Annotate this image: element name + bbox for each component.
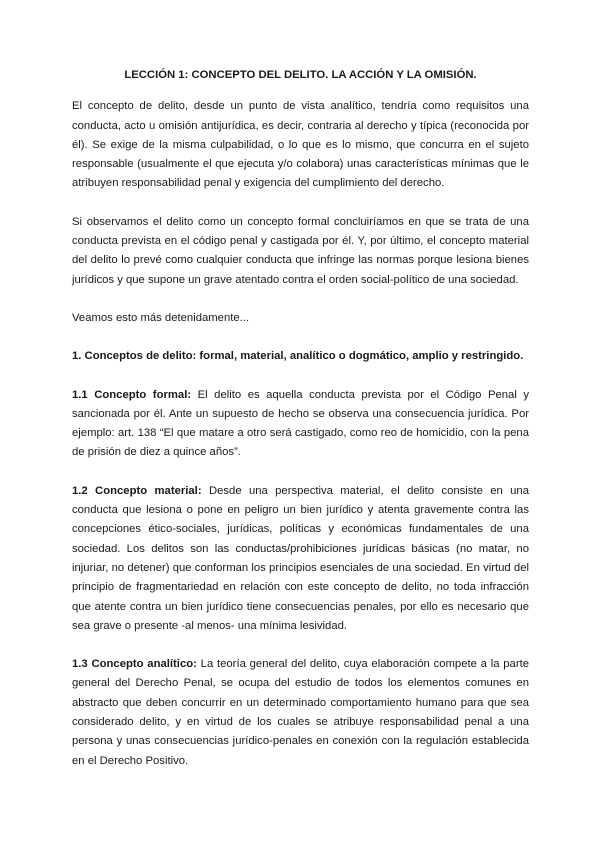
section-1-1-text: El delito es aquella conducta prevista por el Código Penal y sancionada por él. Ante un supuesto de hecho se observa una consecuencia jurídica. Por ejemplo: art. 138 “El que matare a otro será castigado, como reo de homicidio, con la pena de prisión de diez a quince años”. bbox=[72, 388, 530, 459]
intro-paragraph-1: El concepto de delito, desde un punto de vista analítico, tendría como requisitos una conducta, acto u omisión antijurídica, es decir, contraria al derecho y típica (reconocida por él). Se exige de la misma culpabilidad, o lo que es lo mismo, que concurra en el sujeto responsable (usualmente el que ejecuta y/o colabora) unas características mínimas que le atribuyen responsabilidad penal y exigencia del cumplimiento del derecho. bbox=[72, 100, 529, 190]
section-1-3-label: 1.3 Concepto analítico: bbox=[72, 658, 197, 671]
section-1-2-text: Desde una perspectiva material, el delito consiste en una conducta que lesiona o pone en peligro un bien jurídico y atenta gravemente contra las concepciones ético-sociales, jurídicas, políticas y económicas fundamentales de una sociedad. Los delitos son las conductas/prohibiciones jurídicas básicas (no matar, no injuriar, no detener) que conforman los principios esenciales de una sociedad. En virtud del principio de fragmentariedad en relación con este concepto de delito, no toda infracción que atente contra un bien jurídico tiene consecuencias penales, por ello es necesario que sea grave o presente -al menos- una mínima lesividad. bbox=[72, 484, 529, 632]
intro-paragraph-2: Si observamos el delito como un concepto formal concluiríamos en que se trata de una conducta prevista en el código penal y castigada por él. Y, por último, el concepto material del delito lo prevé como cualquier conducta que infringe las normas porque lesiona bienes jurídicos y que supone un grave atentado contra el orden social-político de una sociedad. bbox=[72, 215, 529, 286]
section-1-3-paragraph bbox=[72, 655, 529, 771]
section-1-3-text: La teoría general del delito, cuya elaboración compete a la parte general del Derecho Penal, se ocupa del estudio de todos los elementos comunes en abstracto que deben concurrir en un determinado comportamiento humano para que sea considerado delito, y en virtud de los cuales se atribuye responsabilidad penal a una persona y unas consecuencias jurídico-penales en conexión con la regulación establecida en el Derecho Positivo. bbox=[72, 658, 529, 767]
section-1-2-label: 1.2 Concepto material: bbox=[72, 484, 202, 497]
section-1-heading: 1. Conceptos de delito: formal, material, analítico o dogmático, amplio y restringido. bbox=[72, 350, 524, 363]
section-1-2-paragraph bbox=[72, 482, 529, 636]
intro-paragraph-3: Veamos esto más detenidamente... bbox=[72, 311, 250, 324]
document-title: LECCIÓN 1: CONCEPTO DEL DELITO. LA ACCIÓN Y LA OMISIÓN. bbox=[124, 69, 477, 81]
section-1-1-label: 1.1 Concepto formal: bbox=[72, 388, 192, 401]
section-1-1-paragraph bbox=[72, 386, 529, 463]
